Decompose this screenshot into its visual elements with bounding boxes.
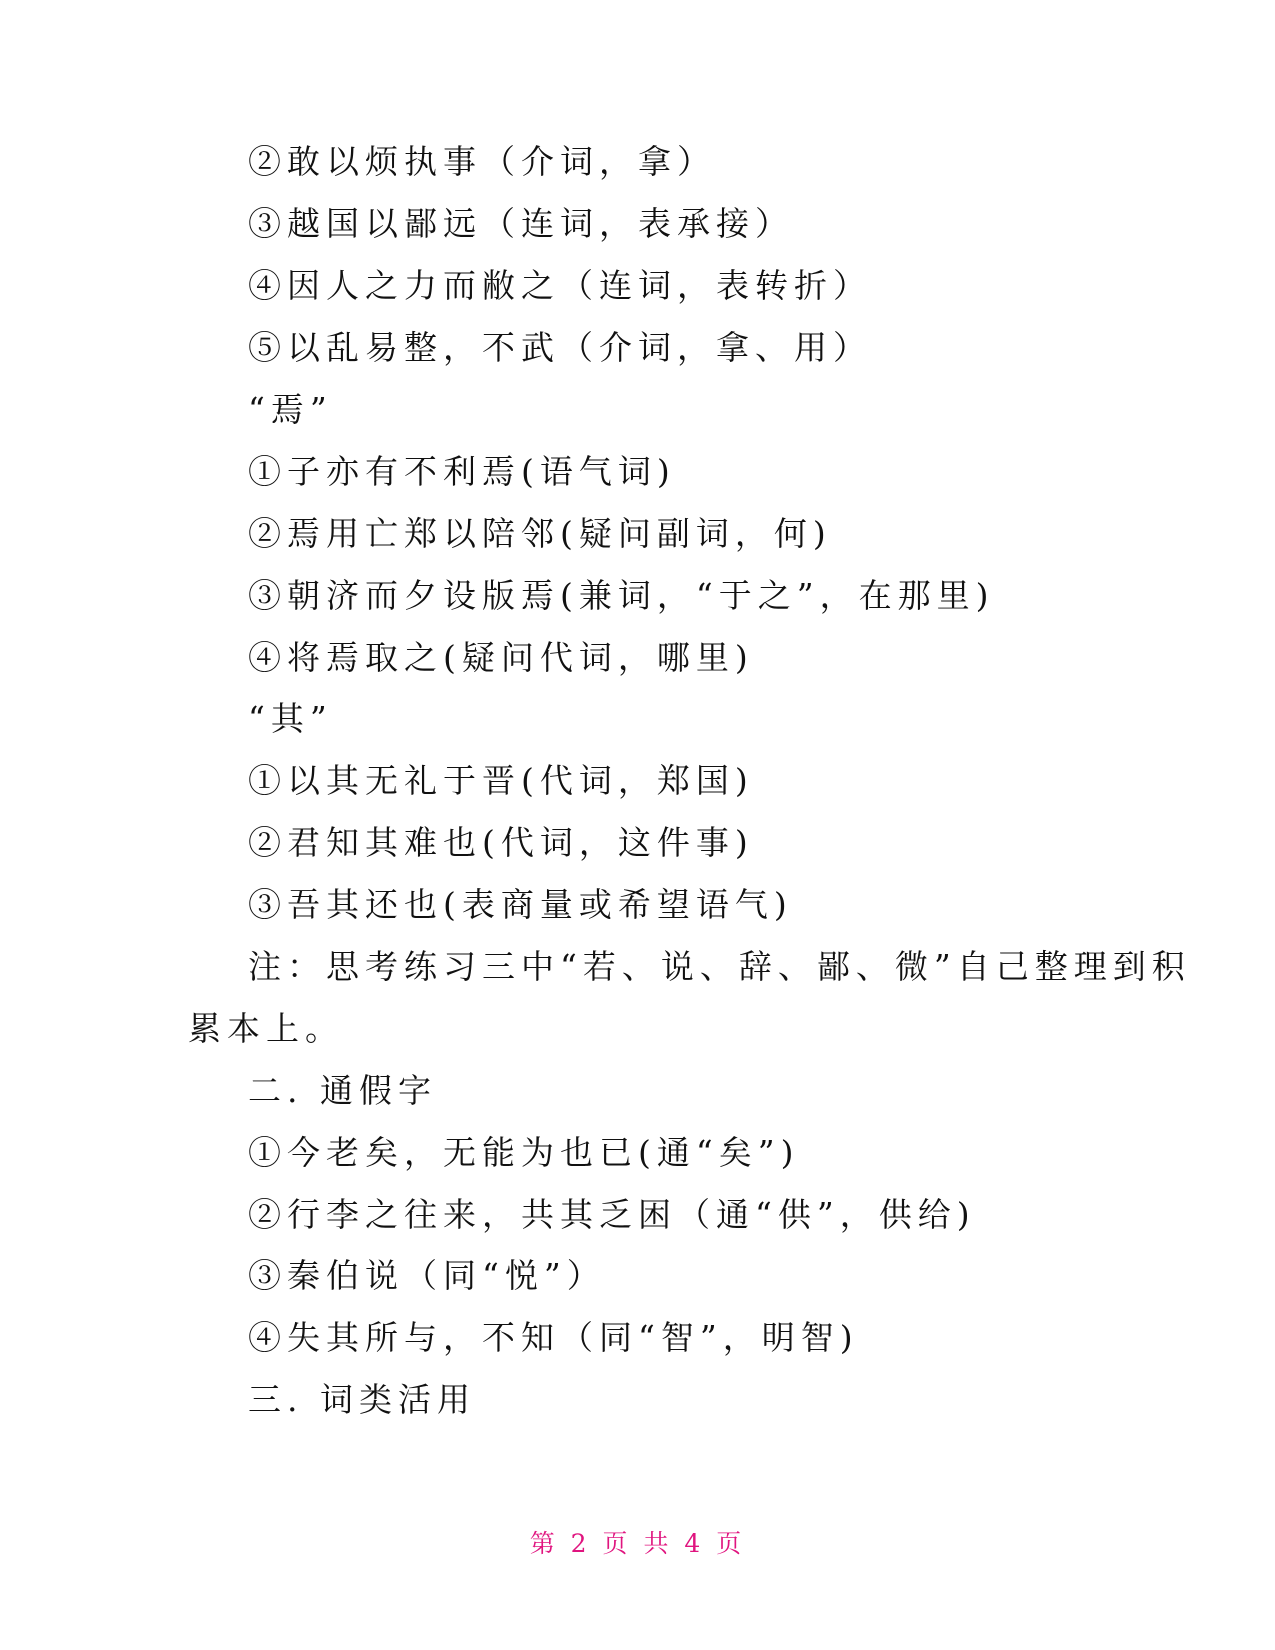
text-line: ④因人之力而敝之（连词，表转折） <box>248 266 872 305</box>
text-line: ②焉用亡郑以陪邻(疑问副词，何) <box>248 514 832 553</box>
note-line: 注：思考练习三中“若、说、辞、鄙、微”自己整理到积 <box>248 947 1191 986</box>
section-heading: 三. 词类活用 <box>248 1380 476 1419</box>
text-line: ④失其所与，不知（同“智”，明智) <box>248 1318 859 1357</box>
text-line: ①今老矣，无能为也已(通“矣”) <box>248 1133 800 1172</box>
text-line: ③朝济而夕设版焉(兼词，“于之”，在那里) <box>248 576 995 615</box>
text-line: ①以其无礼于晋(代词，郑国) <box>248 761 754 800</box>
section-heading: “焉” <box>248 390 333 429</box>
text-line: ⑤以乱易整，不武（介词，拿、用） <box>248 328 872 367</box>
text-line: ③吾其还也(表商量或希望语气) <box>248 885 793 924</box>
text-line: ①子亦有不利焉(语气词) <box>248 452 676 491</box>
text-line: ③秦伯说（同“悦”） <box>248 1256 606 1295</box>
section-heading: “其” <box>248 699 333 738</box>
text-line: ②君知其难也(代词，这件事) <box>248 823 754 862</box>
text-line: ④将焉取之(疑问代词，哪里) <box>248 638 754 677</box>
text-line: ②敢以烦执事（介词，拿） <box>248 142 716 181</box>
text-line: ③越国以鄙远（连词，表承接） <box>248 204 794 243</box>
page-number-footer: 第 2 页 共 4 页 <box>529 1529 746 1558</box>
section-heading: 二. 通假字 <box>248 1071 437 1110</box>
note-line-continued: 累本上。 <box>188 1009 344 1048</box>
text-line: ②行李之往来，共其乏困（通“供”，供给) <box>248 1195 976 1234</box>
